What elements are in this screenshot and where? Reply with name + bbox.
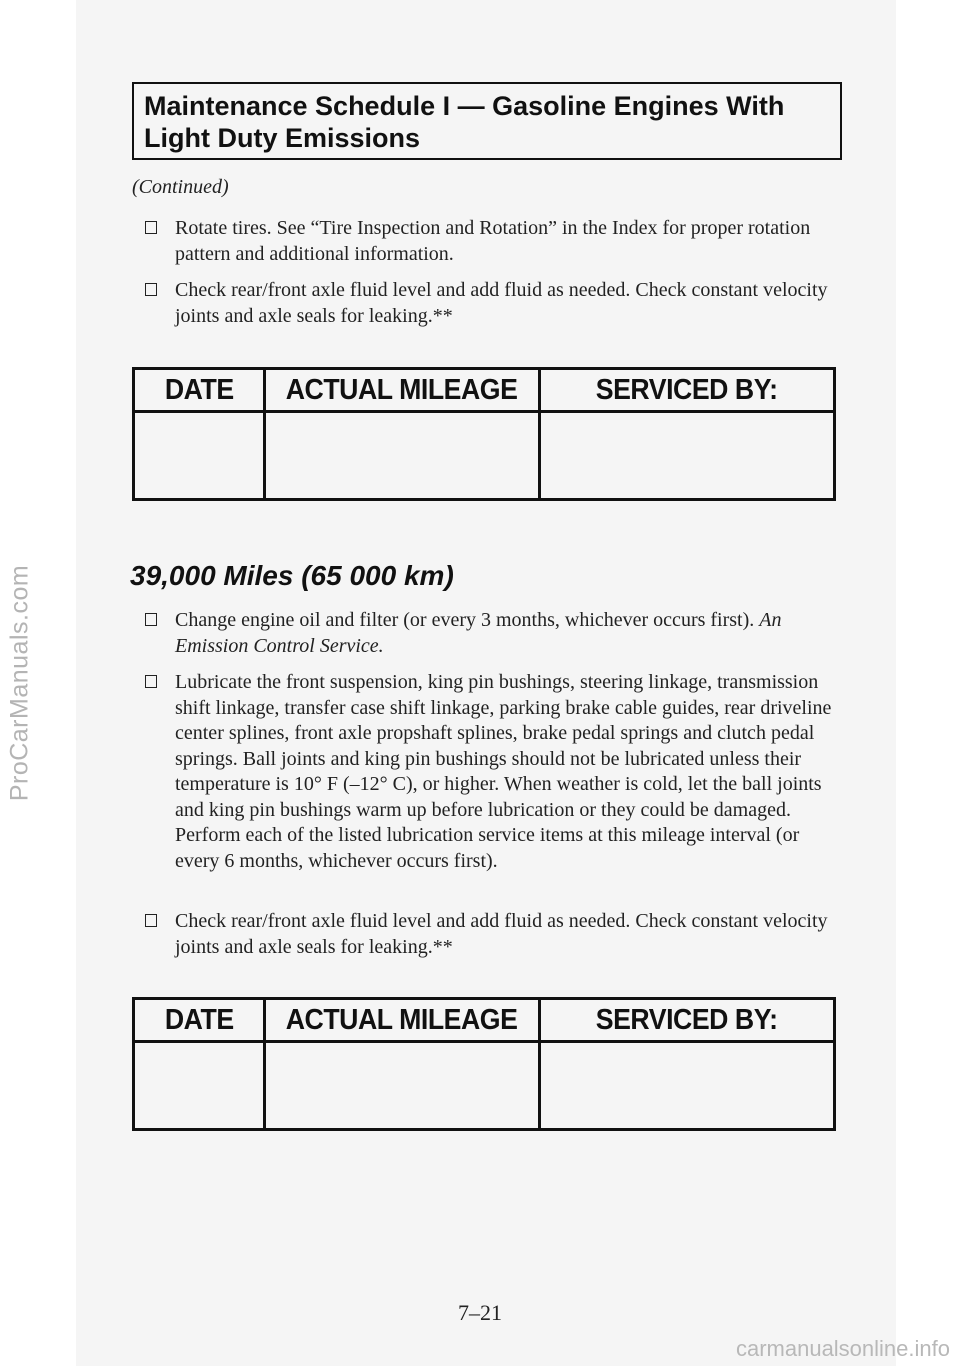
schedule-title: Maintenance Schedule I — Gasoline Engines With Light Duty Emissions	[144, 91, 785, 153]
checklist-item: Check rear/front axle fluid level and add fluid as needed. Check constant velocity joints and axle seals for leaking.**	[145, 909, 845, 960]
serviced-by-header: SERVICED BY:	[551, 369, 823, 412]
serviced-by-cell[interactable]	[539, 1042, 834, 1130]
table-header-row	[134, 369, 835, 412]
date-cell[interactable]	[134, 1042, 265, 1130]
table-header-row	[134, 999, 835, 1042]
actual-mileage-cell[interactable]	[264, 412, 539, 500]
checklist-item: Change engine oil and filter (or every 3 months, whichever occurs first). An Emission Control Service.	[145, 608, 845, 659]
date-header: DATE	[139, 999, 259, 1042]
checkbox[interactable]	[145, 613, 157, 626]
schedule-header	[132, 82, 842, 160]
table-row	[134, 412, 835, 500]
checklist-item: Lubricate the front suspension, king pin bushings, steering linkage, transmission shift linkage, transfer case shift linkage, parking brake cable guides, rear driveline center splines, front axle propshaft splines, brake pedal springs and clutch pedal springs. Ball joints and king pin bushings should not be lubricated unless their temperature is 10° F (–12° C), or higher. When weather is cold, let the ball joints and king pin bushings warm up before lubrication or they could be damaged. Perform each of the listed lubrication service items at this mileage interval (or every 6 months, whichever occurs first).	[145, 670, 845, 874]
side-watermark: ProCarManuals.com	[5, 564, 34, 802]
checkbox[interactable]	[145, 283, 157, 296]
bottom-watermark: carmanualsonline.info	[735, 1336, 950, 1361]
date-header: DATE	[139, 369, 259, 412]
section-heading: 39,000 Miles (65 000 km)	[130, 560, 454, 591]
continued-label: (Continued)	[132, 176, 229, 198]
actual-mileage-header: ACTUAL MILEAGE	[275, 369, 528, 412]
service-record-table	[132, 997, 836, 1131]
checklist-item: Rotate tires. See “Tire Inspection and Rotation” in the Index for proper rotation pattern and additional information.	[145, 216, 845, 267]
serviced-by-header: SERVICED BY:	[551, 999, 823, 1042]
actual-mileage-header: ACTUAL MILEAGE	[275, 999, 528, 1042]
checkbox[interactable]	[145, 914, 157, 927]
checkbox[interactable]	[145, 221, 157, 234]
checkbox[interactable]	[145, 675, 157, 688]
serviced-by-cell[interactable]	[539, 412, 834, 500]
checklist-item: Check rear/front axle fluid level and add fluid as needed. Check constant velocity joints and axle seals for leaking.**	[145, 278, 845, 329]
table-row	[134, 1042, 835, 1130]
page-number: 7–21	[458, 1300, 502, 1325]
actual-mileage-cell[interactable]	[264, 1042, 539, 1130]
date-cell[interactable]	[134, 412, 265, 500]
service-record-table	[132, 367, 836, 501]
